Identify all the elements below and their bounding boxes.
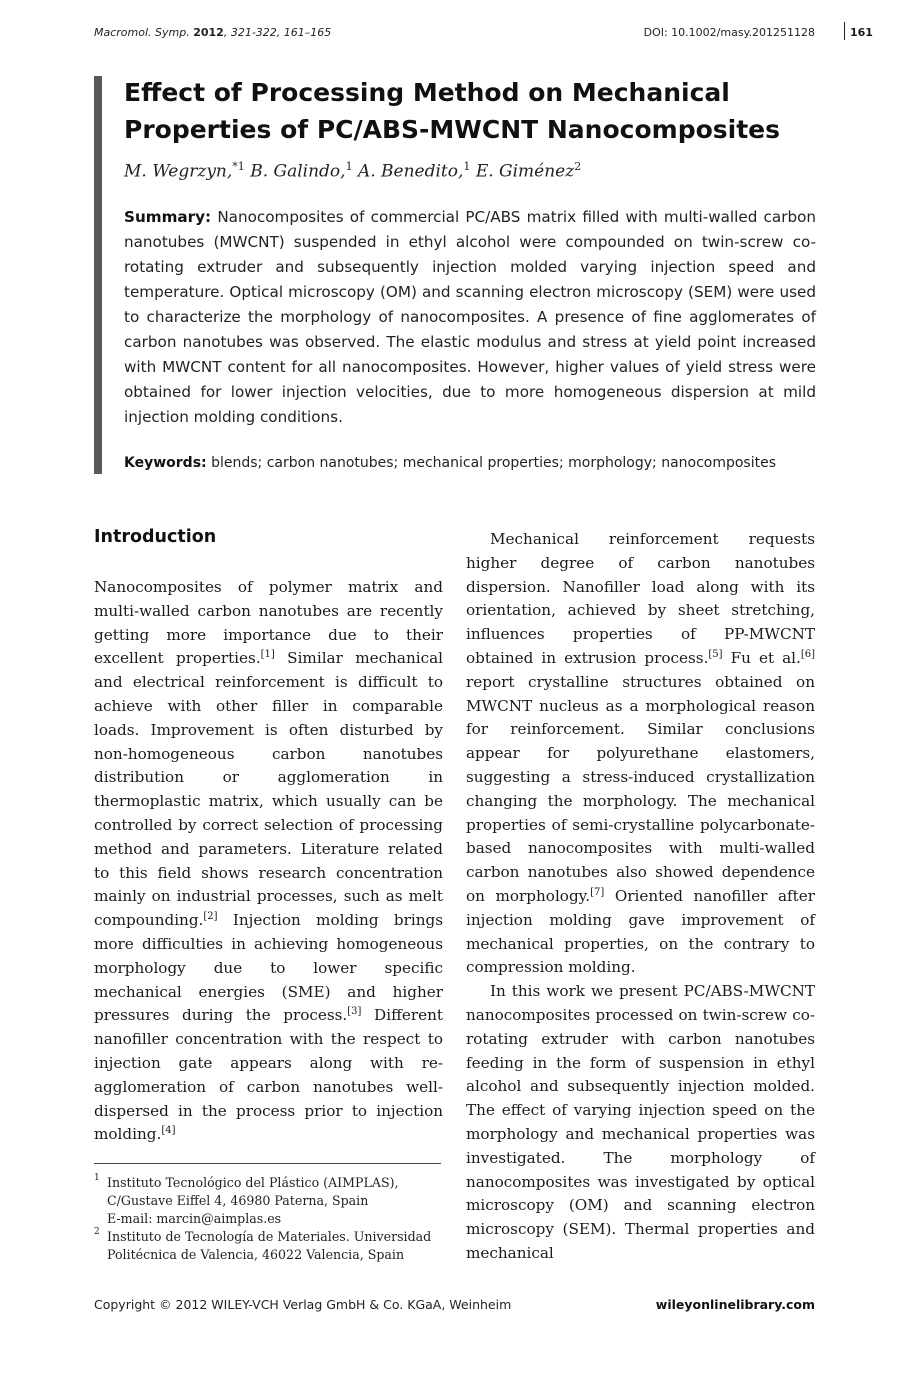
footnote-mark: 1: [94, 1173, 100, 1183]
paragraph-text: Injection molding brings more difficulties in achieving homogeneous morphology due to lower specific mechanical energies (SME) and higher pressures during the process.: [94, 911, 443, 1025]
author-affiliation-mark: 1: [463, 160, 471, 173]
abstract-side-bar: [94, 76, 102, 474]
journal-year: 2012: [193, 26, 224, 39]
paragraph: In this work we present PC/ABS-MWCNT nanocomposites processed on twin-screw co-rotating extruder with carbon nanotubes feeding in the form of suspension in ethyl alcohol and subsequently injection molded. The effect of varying injection speed on the morphology and mechanical properties was investigated. The morphology of nanocomposites was investigated by optical microscopy (OM) and scanning electron microscopy (SEM). Thermal properties and mechanical: [466, 982, 815, 1262]
footnote-line: Instituto Tecnológico del Plástico (AIMPLAS), C/Gustave Eiffel 4, 46980 Paterna, Spain: [107, 1175, 399, 1208]
author-affiliation-mark: 1: [345, 160, 353, 173]
footnote-line: Instituto de Tecnología de Materiales. Universidad Politécnica de Valencia, 46022 Valencia, Spain: [107, 1229, 432, 1262]
citation-ref: [2]: [203, 911, 218, 923]
citation-ref: [5]: [708, 648, 723, 660]
journal-issue-pages: , 321-322, 161–165: [223, 26, 332, 39]
page-number: 161: [850, 26, 873, 39]
footnote-divider: [94, 1163, 441, 1164]
paragraph-text: Oriented nanofiller after injection molding gave improvement of mechanical properties, on the contrary to compression molding.: [466, 886, 816, 977]
paragraph-text: Mechanical reinforcement requests higher degree of carbon nanotubes dispersion. Nanofiller load along with its orientation, achieved by sheet stretching, influences properties of PP-MWCNT obtained in extrusion process.: [466, 530, 815, 667]
keywords: [124, 455, 776, 471]
journal-citation: [94, 26, 331, 39]
citation-ref: [1]: [260, 649, 275, 661]
body-column-right: [466, 528, 815, 1266]
doi: DOI: 10.1002/masy.201251128: [643, 26, 815, 39]
section-heading-introduction: Introduction: [94, 527, 217, 547]
citation-ref: [6]: [800, 648, 815, 660]
summary: [124, 205, 816, 430]
footnote-mark: 2: [94, 1227, 100, 1237]
copyright: Copyright © 2012 WILEY-VCH Verlag GmbH & Co. KGaA, Weinheim: [94, 1297, 512, 1312]
author-name: M. Wegrzyn,: [124, 161, 233, 182]
keywords-label: Keywords:: [124, 455, 207, 471]
citation-ref: [4]: [161, 1125, 176, 1137]
paragraph-text: Fu et al.: [722, 648, 801, 667]
journal-name: Macromol. Symp.: [94, 26, 190, 39]
footnote-affiliation-1: [94, 1174, 444, 1228]
author-affiliation-mark: *1: [232, 160, 245, 173]
paragraph-text: Similar mechanical and electrical reinforcement is difficult to achieve with other filler in comparable loads. Improvement is often disturbed by non-homogeneous carbon nanotubes distribution or agglomeration in thermoplastic matrix, which usually can be controlled by correct selection of processing method and parameters. Literature related to this field shows research concentration mainly on industrial processes, such as melt compounding.: [94, 649, 443, 930]
publisher-site: wileyonlinelibrary.com: [655, 1297, 815, 1312]
citation-ref: [7]: [590, 886, 605, 898]
paragraph: [466, 528, 815, 980]
paragraph-text: report crystalline structures obtained on MWCNT nucleus as a morphological reason for reinforcement. Similar conclusions appear for polyurethane elastomers, suggesting a stress-induced crystallization changing the morphology. The mechanical properties of semi-crystalline polycarbonate-based nanocomposites with multi-walled carbon nanotubes also showed dependence on morphology.: [466, 672, 815, 905]
summary-text: Nanocomposites of commercial PC/ABS matrix filled with multi-walled carbon nanotubes (MWCNT) suspended in ethyl alcohol were compounded on twin-screw co-rotating extruder and subsequently injection molded varying injection speed and temperature. Optical microscopy (OM) and scanning electron microscopy (SEM) were used to characterize the morphology of nanocomposites. A presence of fine agglomerates of carbon nanotubes was observed. The elastic modulus and stress at yield point increased with MWCNT content for all nanocomposites. However, higher values of yield stress were obtained for lower injection velocities, due to more homogeneous dispersion at mild injection molding conditions.: [124, 208, 816, 426]
author-affiliation-mark: 2: [574, 160, 582, 173]
author-name: E. Giménez: [475, 161, 575, 182]
paragraph: [94, 576, 443, 1147]
citation-ref: [3]: [347, 1006, 362, 1018]
footnote-affiliation-2: [94, 1228, 444, 1264]
author-list: [124, 160, 581, 182]
paragraph-text: Different nanofiller concentration with the respect to injection gate appears along with re-agglomeration of carbon nanotubes well-dispersed in the process prior to injection molding.: [94, 1006, 443, 1144]
author-name: A. Benedito,: [357, 161, 464, 182]
footnotes: [94, 1174, 444, 1264]
author-name: B. Galindo,: [250, 161, 346, 182]
summary-label: Summary:: [124, 208, 212, 226]
keywords-text: blends; carbon nanotubes; mechanical properties; morphology; nanocomposites: [211, 455, 777, 471]
article-title: Effect of Processing Method on Mechanical Properties of PC/ABS-MWCNT Nanocomposites: [124, 78, 781, 144]
paragraph-text: Nanocomposites of polymer matrix and multi-walled carbon nanotubes are recently getting more importance due to their excellent properties.: [94, 578, 443, 668]
body-column-left: [94, 576, 443, 1147]
header-divider: [844, 22, 845, 40]
footnote-email: E-mail: marcin@aimplas.es: [107, 1211, 282, 1226]
